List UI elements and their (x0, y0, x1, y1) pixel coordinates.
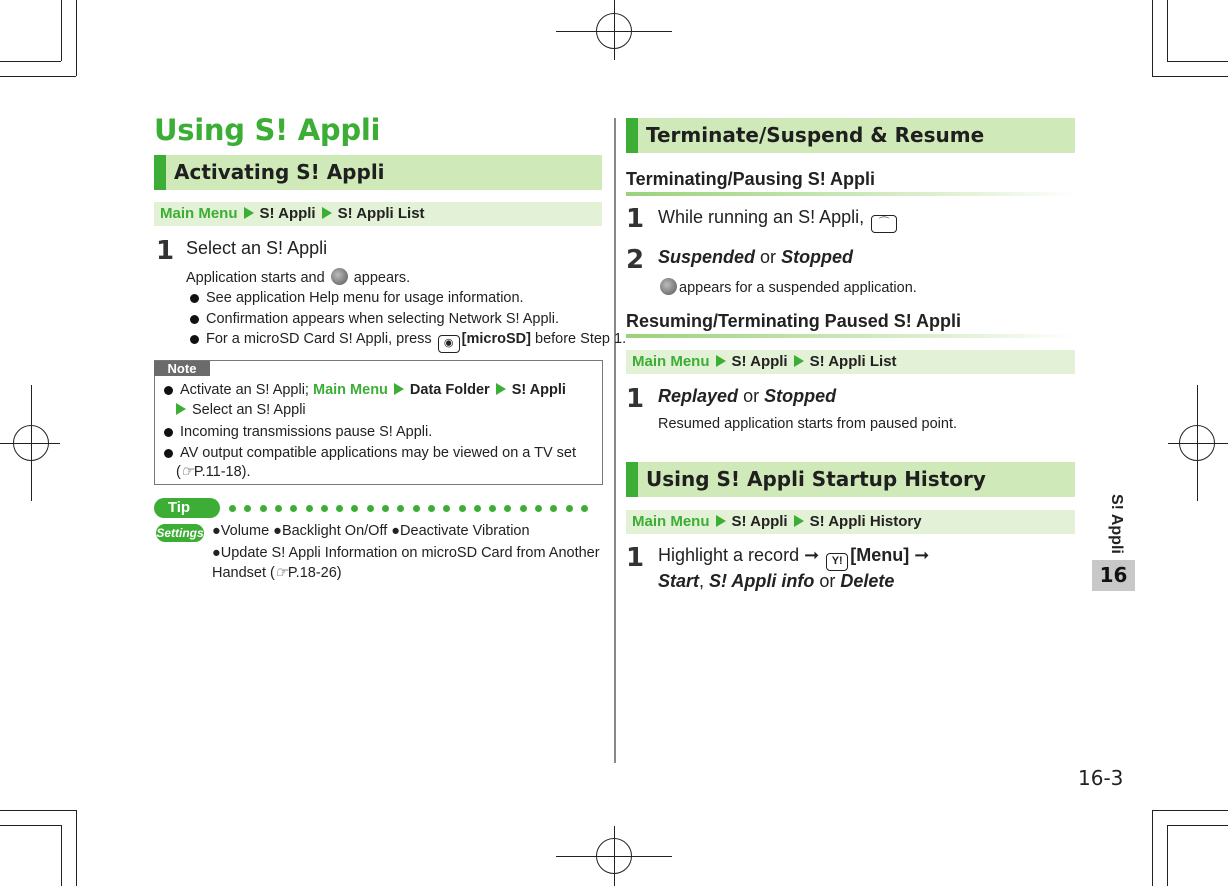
subheading-terminating: Terminating/Pausing S! Appli (626, 169, 876, 189)
tip-tag-cap (204, 498, 220, 518)
settings-line3: Handset (☞P.18-26) (212, 565, 342, 581)
step-text: Select an S! Appli (186, 238, 328, 258)
nav-s-appli: S! Appli (259, 205, 316, 222)
step-description: Resumed application starts from paused point. (658, 416, 958, 432)
note-tag: Note (154, 361, 210, 376)
nav-path-activating (154, 202, 602, 226)
step-text-line2: Start, S! Appli info or Delete (658, 571, 895, 591)
tip-rule-dot (520, 505, 527, 512)
s-appli-suspended-icon (660, 278, 677, 295)
settings-line1: ●Volume ●Backlight On/Off ●Deactivate Vibration (212, 523, 530, 539)
step-number: 1 (156, 236, 175, 266)
tip-rule-dot (413, 505, 420, 512)
tip-rule-dot (260, 505, 267, 512)
step-text: While running an S! Appli, ⌒ (658, 207, 899, 233)
step-number: 1 (626, 204, 645, 234)
step-text: Replayed or Stopped (658, 386, 837, 406)
nav-main-menu: Main Menu (160, 205, 238, 222)
tip-rule-dot (428, 505, 435, 512)
settings-tag: Settings (156, 526, 204, 540)
tip-rule-dot (474, 505, 481, 512)
tip-rule-dot (275, 505, 282, 512)
step-number: 1 (626, 384, 645, 414)
nav-path-history: Main Menu S! Appli S! Appli History (626, 510, 1075, 534)
note-bullet-line2: Select an S! Appli (176, 402, 306, 418)
page-number: 16-3 (1078, 766, 1124, 790)
end-key-icon: ⌒ (871, 215, 897, 233)
tip-rule-dot (367, 505, 374, 512)
section-heading-terminate: Terminate/Suspend & Resume (626, 118, 1075, 153)
triangle-icon (716, 515, 726, 527)
yahoo-key-icon: Y! (826, 553, 848, 571)
nav-path-resuming: Main Menu S! Appli S! Appli List (626, 350, 1075, 374)
nav-s-appli-list: S! Appli List (337, 205, 425, 222)
s-appli-running-icon (331, 268, 348, 285)
reference-hand-icon: ☞ (274, 565, 288, 581)
camera-key-icon: ◉ (438, 335, 460, 353)
triangle-icon (794, 515, 804, 527)
arrow-icon: ➞ (914, 545, 930, 565)
triangle-icon (322, 207, 332, 219)
chapter-number: 16 (1092, 560, 1135, 591)
tip-rule-dot (581, 505, 588, 512)
tip-rule-dot (321, 505, 328, 512)
step-text: Suspended or Stopped (658, 247, 854, 267)
subheading-bar (626, 334, 1075, 338)
triangle-icon (794, 355, 804, 367)
triangle-icon (716, 355, 726, 367)
tip-rule-dot (535, 505, 542, 512)
tip-rule-dot (229, 505, 236, 512)
tip-rule-dot (443, 505, 450, 512)
step-number: 2 (626, 245, 645, 275)
reference-hand-icon: ☞ (180, 464, 194, 480)
tip-rule-dot (244, 505, 251, 512)
tip-rule-dot (336, 505, 343, 512)
note-reference: (☞P.11-18). (176, 464, 251, 480)
settings-line2: ●Update S! Appli Information on microSD Card from Another (212, 545, 600, 561)
step-description: Application starts and appears. (186, 270, 411, 286)
chapter-label: S! Appli (1108, 494, 1125, 554)
note-bullet: AV output compatible applications may be viewed on a TV set (164, 445, 576, 461)
column-divider (614, 118, 616, 763)
page-title: Using S! Appli (154, 113, 381, 147)
bullet-item: See application Help menu for usage information. (190, 290, 524, 306)
tip-rule-dot (397, 505, 404, 512)
tip-rule-dot (290, 505, 297, 512)
tip-rule-dot (351, 505, 358, 512)
section-heading-activating: Activating S! Appli (154, 155, 602, 190)
tip-rule-dot (489, 505, 496, 512)
tip-rule-dot (459, 505, 466, 512)
tip-rule-dot (382, 505, 389, 512)
bullet-item: For a microSD Card S! Appli, press ◉ [microSD] before Step 1. (190, 331, 626, 353)
step-number: 1 (626, 543, 645, 573)
tip-rule-dot (566, 505, 573, 512)
note-bullet: Activate an S! Appli; Main Menu Data Folder S! Appli (164, 382, 566, 398)
bullet-item: Confirmation appears when selecting Network S! Appli. (190, 311, 559, 327)
tip-rule-dot (306, 505, 313, 512)
section-heading-history: Using S! Appli Startup History (626, 462, 1075, 497)
arrow-icon: ➞ (804, 545, 820, 565)
note-bullet: Incoming transmissions pause S! Appli. (164, 424, 432, 440)
triangle-icon (244, 207, 254, 219)
tip-rule-dot (550, 505, 557, 512)
tip-tag: Tip (154, 498, 204, 518)
subheading-bar (626, 192, 1075, 196)
subheading-resuming: Resuming/Terminating Paused S! Appli (626, 311, 962, 331)
tip-rule-dot (504, 505, 511, 512)
step-description: appears for a suspended application. (658, 278, 917, 296)
step-text: Highlight a record ➞ Y! [Menu] ➞ (658, 545, 929, 571)
